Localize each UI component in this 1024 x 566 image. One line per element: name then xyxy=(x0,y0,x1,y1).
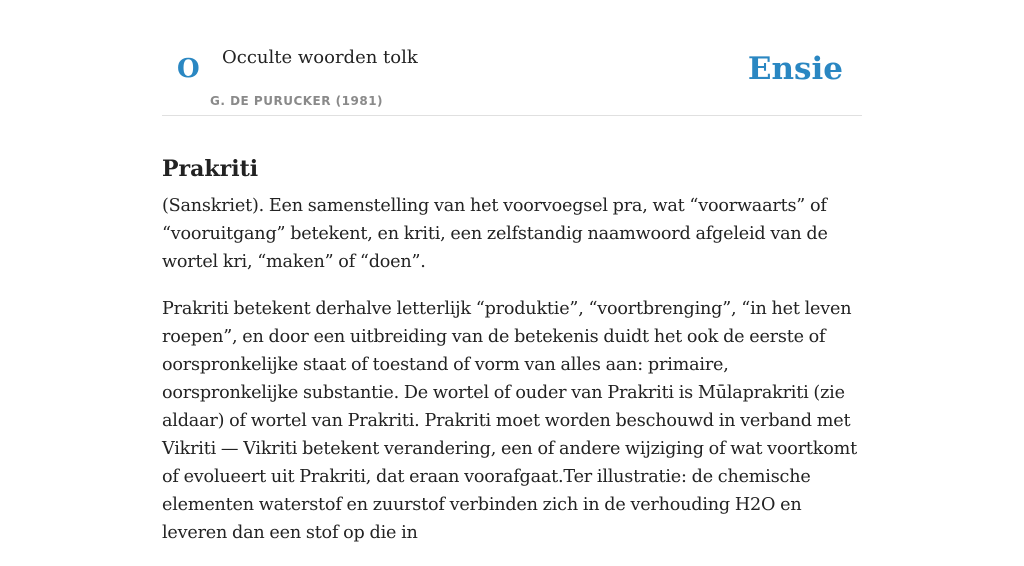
entry-paragraph: (Sanskriet). Een samenstelling van het voorvoegsel pra, wat “voorwaarts” of “vooruitgang” betekent, en kriti, een zelfstandig naamwoord afgeleid van de wortel kri, “maken” of “doen”. xyxy=(162,196,828,272)
source-letter-logo[interactable]: O xyxy=(177,54,200,84)
entry-paragraph: Prakriti betekent derhalve letterlijk “produktie”, “voortbrenging”, “in het leven roepen”, en door een uitbreiding van de betekenis duidt het ook de eerste of oorspronkelijke staat of toestand of vorm van alles aan: primaire, oorspronkelijke substantie. De wortel of ouder van Prakriti is Mūlaprakriti (zie aldaar) of wortel van Prakriti. Prakriti moet worden beschouwd in verband met Vikriti — Vikriti betekent verandering, een of andere wijziging of wat voortkomt of evolueert uit Prakriti, dat eraan voorafgaat.Ter illustratie: de chemische elementen waterstof en zuurstof verbinden zich in de verhouding H2O en leveren dan een stof op die in xyxy=(162,299,857,543)
entry-title: Prakriti xyxy=(162,155,259,182)
page-container xyxy=(162,0,862,543)
source-header xyxy=(162,0,862,116)
entry-body xyxy=(162,192,864,566)
source-author: G. DE PURUCKER (1981) xyxy=(210,94,384,108)
source-title-link[interactable]: Occulte woorden tolk xyxy=(222,47,418,68)
ensie-logo-link[interactable]: Ensie xyxy=(747,51,843,87)
